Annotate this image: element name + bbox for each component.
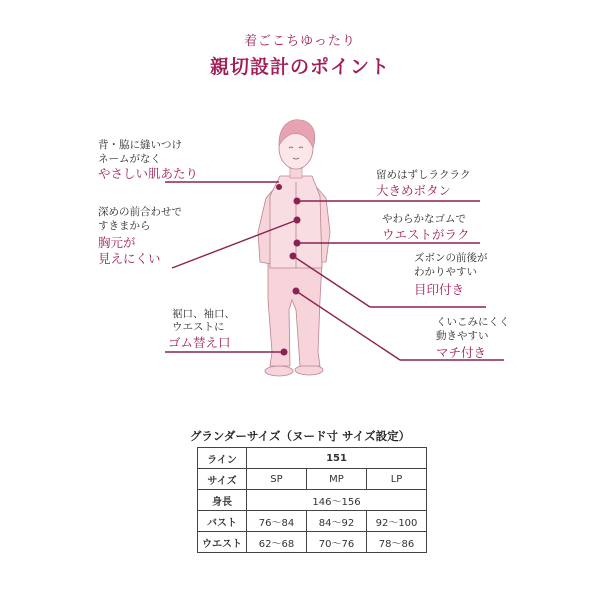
right-shoe: [295, 365, 323, 375]
cuffs-highlight: ゴム替え口: [168, 335, 231, 350]
row-label-line: ライン: [198, 448, 247, 469]
cuffs-note-line2: ウエストに: [172, 321, 225, 333]
title-subtitle: 着ごこちゆったり: [244, 34, 356, 49]
mark-highlight: 目印付き: [414, 282, 465, 297]
row-label-size: サイズ: [198, 469, 247, 490]
gusset-highlight: マチ付き: [436, 345, 487, 360]
front-note-line1: 深めの前合わせで: [98, 206, 182, 218]
size-lp: LP: [367, 469, 427, 490]
table-row: [198, 469, 427, 490]
bust-sp: 76〜84: [247, 511, 307, 532]
table-row: [198, 490, 427, 511]
waist-note: やわらかなゴムで: [382, 213, 466, 225]
left-shoe: [265, 366, 293, 376]
table-row: [198, 532, 427, 553]
pants: [268, 262, 322, 366]
gusset-note-line2: 動きやすい: [436, 330, 489, 342]
back-note-line2: ネームがなく: [98, 153, 161, 165]
button-note: 留めはずしラクラク: [376, 169, 471, 181]
front-note-line2: すきまから: [98, 220, 151, 232]
row-label-waist: ウエスト: [198, 532, 247, 553]
line-value: 151: [247, 448, 427, 469]
waist-sp: 62〜68: [247, 532, 307, 553]
bust-lp: 92〜100: [367, 511, 427, 532]
back-note-line1: 背・脇に縫いつけ: [98, 139, 182, 151]
size-table: [197, 447, 427, 553]
table-row: [198, 448, 427, 469]
waist-mp: 70〜76: [307, 532, 367, 553]
bust-mp: 84〜92: [307, 511, 367, 532]
back-highlight: やさしい肌あたり: [98, 166, 199, 181]
front-highlight-line1: 胸元が: [98, 235, 136, 250]
row-label-bust: バスト: [198, 511, 247, 532]
front-highlight-line2: 見えにくい: [98, 251, 161, 266]
gusset-note-line1: くいこみにくく: [436, 316, 510, 328]
size-table-title: グランダーサイズ（ヌード寸 サイズ設定）: [189, 429, 411, 443]
waist-highlight: ウエストがラク: [382, 227, 470, 242]
waist-lp: 78〜86: [367, 532, 427, 553]
cuffs-note-line1: 裾口、袖口、: [172, 308, 235, 320]
mark-note-line2: わかりやすい: [414, 266, 477, 278]
page-title: 親切設計のポイント: [209, 56, 390, 78]
size-mp: MP: [307, 469, 367, 490]
mark-note-line1: ズボンの前後が: [414, 252, 488, 264]
table-row: [198, 511, 427, 532]
button-highlight: 大きめボタン: [376, 183, 452, 198]
row-label-height: 身長: [198, 490, 247, 511]
height-value: 146〜156: [247, 490, 427, 511]
size-sp: SP: [247, 469, 307, 490]
